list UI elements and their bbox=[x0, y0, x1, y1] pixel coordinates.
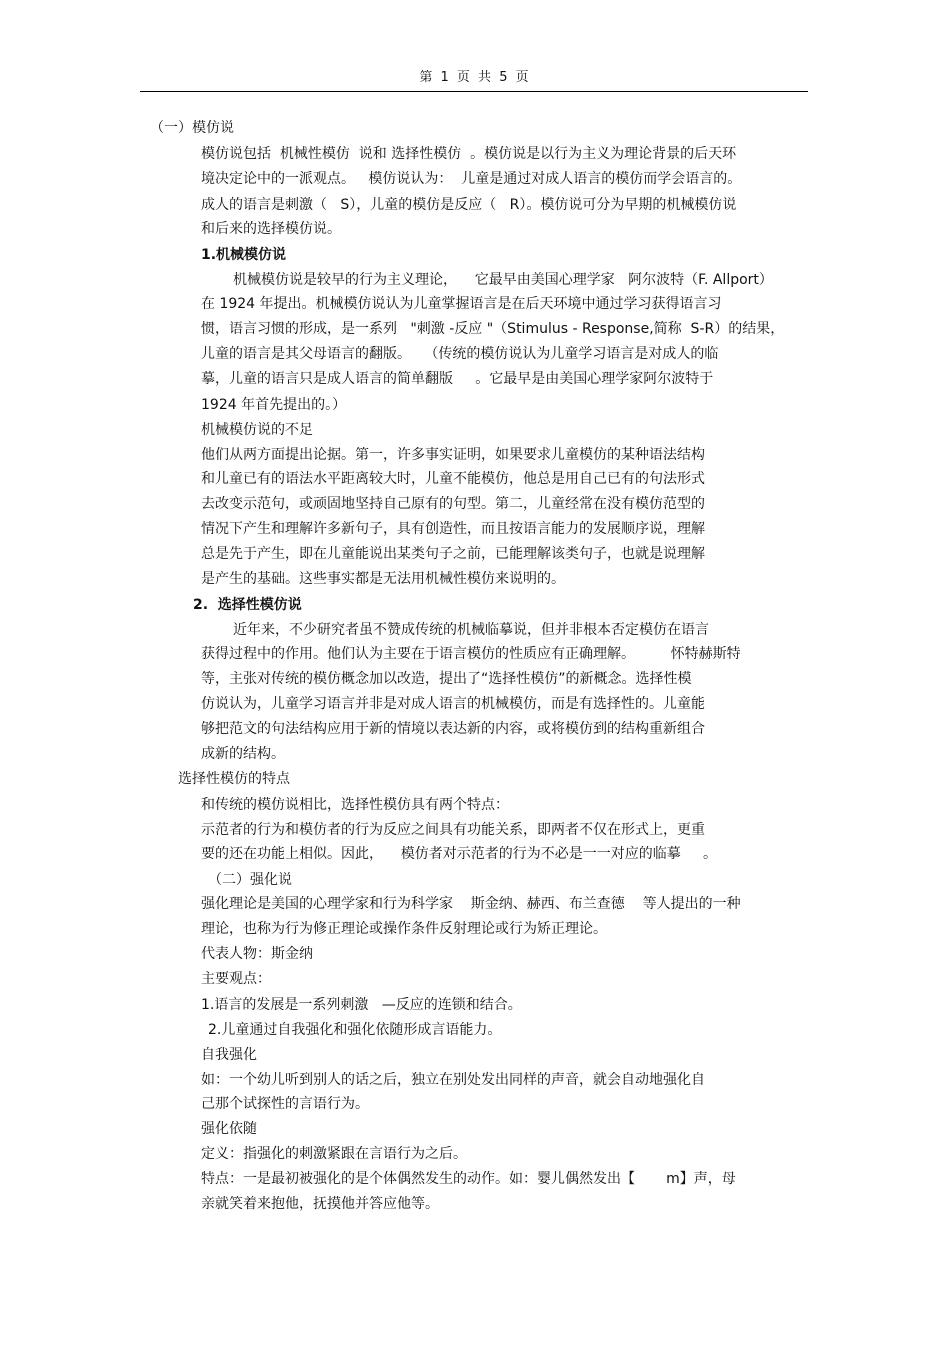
paragraph-line: 惯，语言习惯的形成，是一系列 "刺激 -反应 "（Stimulus - Response,简称 S-R）的结果， bbox=[201, 321, 785, 337]
section-heading-imitation: （一）模仿说 bbox=[150, 120, 234, 136]
paragraph-line: 定义：指强化的刺激紧跟在言语行为之后。 bbox=[201, 1146, 467, 1162]
paragraph-line: 和后来的选择模仿说。 bbox=[201, 221, 341, 237]
paragraph-line: 模仿说包括 机械性模仿 说和 选择性模仿 。模仿说是以行为主义为理论背景的后天环 bbox=[201, 146, 737, 162]
subheading-self-reinforcement: 自我强化 bbox=[201, 1047, 257, 1063]
paragraph-line: 强化理论是美国的心理学家和行为科学家 斯金纳、赫西、布兰查德 等人提出的一种 bbox=[201, 896, 741, 912]
paragraph-line: 是产生的基础。这些事实都是无法用机械性模仿来说明的。 bbox=[201, 571, 565, 587]
page-header: 第 1 页 共 5 页 bbox=[419, 70, 531, 85]
paragraph-line: 机械模仿说是较早的行为主义理论， 它最早由美国心理学家 阿尔波特（F. Allport） bbox=[233, 272, 773, 288]
paragraph-line: 摹，儿童的语言只是成人语言的简单翻版 。它最早是由美国心理学家阿尔波特于 bbox=[201, 371, 714, 387]
paragraph-line: 成人的语言是刺激（ S），儿童的模仿是反应（ R）。模仿说可分为早期的机械模仿说 bbox=[201, 197, 737, 213]
paragraph-line: 己那个试探性的言语行为。 bbox=[201, 1096, 369, 1112]
paragraph-line: 在 1924 年提出。机械模仿说认为儿童掌握语言是在后天环境中通过学习获得语言习 bbox=[201, 296, 722, 312]
paragraph-line: 获得过程中的作用。他们认为主要在于语言模仿的性质应有正确理解。 怀特赫斯特 bbox=[201, 646, 741, 662]
paragraph-line: 1924 年首先提出的。） bbox=[201, 397, 347, 413]
paragraph-line: 理论，也称为行为修正理论或操作条件反射理论或行为矫正理论。 bbox=[201, 921, 607, 937]
paragraph-line: 总是先于产生，即在儿童能说出某类句子之前，已能理解该类句子，也就是说理解 bbox=[201, 546, 705, 562]
subheading-reinforcement-contingency: 强化依随 bbox=[201, 1121, 257, 1137]
paragraph-line: 示范者的行为和模仿者的行为反应之间具有功能关系，即两者不仅在形式上，更重 bbox=[201, 822, 705, 838]
paragraph-line: 和儿童已有的语法水平距离较大时，儿童不能模仿，他总是用自己已有的句法形式 bbox=[201, 471, 705, 487]
paragraph-line: 等，主张对传统的模仿概念加以改造，提出了“选择性模仿”的新概念。选择性模 bbox=[201, 671, 692, 687]
paragraph-line: 代表人物：斯金纳 bbox=[201, 946, 313, 962]
paragraph-line: 和传统的模仿说相比，选择性模仿具有两个特点： bbox=[201, 797, 509, 813]
section-heading-reinforcement: （二）强化说 bbox=[208, 872, 292, 888]
paragraph-line: 亲就笑着来抱他，抚摸他并答应他等。 bbox=[201, 1196, 439, 1212]
list-item: 2.儿童通过自我强化和强化依随形成言语能力。 bbox=[208, 1022, 502, 1038]
subheading-mechanical-shortcomings: 机械模仿说的不足 bbox=[201, 422, 313, 438]
paragraph-line: 儿童的语言是其父母语言的翻版。 （传统的模仿说认为儿童学习语言是对成人的临 bbox=[201, 346, 719, 362]
paragraph-line: 要的还在功能上相似。因此， 模仿者对示范者的行为不必是一一对应的临摹 。 bbox=[201, 846, 718, 862]
paragraph-line: 仿说认为，儿童学习语言并非是对成人语言的机械模仿，而是有选择性的。儿童能 bbox=[201, 696, 705, 712]
header-rule bbox=[140, 91, 808, 92]
subheading-selective-imitation: 2. 选择性模仿说 bbox=[193, 597, 302, 613]
subheading-mechanical-imitation: 1.机械模仿说 bbox=[201, 247, 287, 263]
paragraph-line: 主要观点： bbox=[201, 971, 271, 987]
paragraph-line: 特点：一是最初被强化的是个体偶然发生的动作。如：婴儿偶然发出【 m】声，母 bbox=[201, 1171, 736, 1187]
paragraph-line: 如：一个幼儿听到别人的话之后，独立在别处发出同样的声音，就会自动地强化自 bbox=[201, 1072, 705, 1088]
paragraph-line: 去改变示范句，或顽固地坚持自己原有的句型。第二，儿童经常在没有模仿范型的 bbox=[201, 496, 705, 512]
subheading-selective-features: 选择性模仿的特点 bbox=[178, 771, 290, 787]
paragraph-line: 他们从两方面提出论据。第一，许多事实证明，如果要求儿童模仿的某种语法结构 bbox=[201, 447, 705, 463]
list-item: 1.语言的发展是一系列刺激 —反应的连锁和结合。 bbox=[201, 997, 522, 1013]
paragraph-line: 近年来，不少研究者虽不赞成传统的机械临摹说，但并非根本否定模仿在语言 bbox=[233, 622, 709, 638]
paragraph-line: 境决定论中的一派观点。 模仿说认为： 儿童是通过对成人语言的模仿而学会语言的。 bbox=[201, 171, 742, 187]
paragraph-line: 够把范文的句法结构应用于新的情境以表达新的内容，或将模仿到的结构重新组合 bbox=[201, 721, 705, 737]
paragraph-line: 情况下产生和理解许多新句子，具有创造性，而且按语言能力的发展顺序说，理解 bbox=[201, 521, 705, 537]
paragraph-line: 成新的结构。 bbox=[201, 746, 285, 762]
